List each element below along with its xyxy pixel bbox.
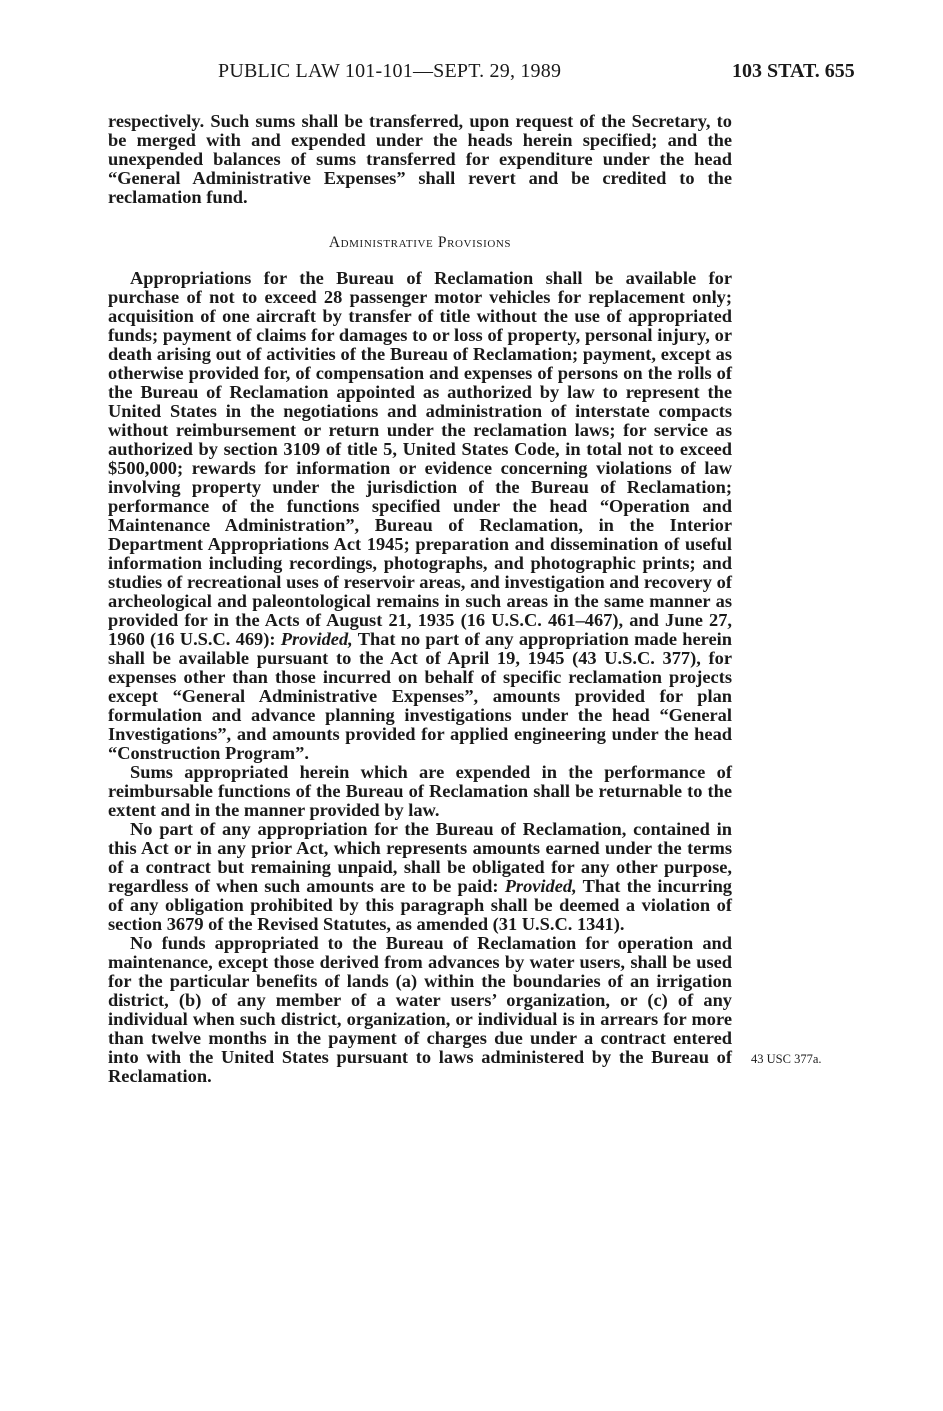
paragraph-text: That no part of any appropriation made herein shall be available pursuant to the Act of April 19, 1945 (43 U.S.C. 377), for expenses other than those incurred on behalf of specific reclamation projects except “General Administrative Expenses”, amounts provided for plan formulation and advance planning investigations under the head “General Investigations”, and amounts provided for applied engineering under the head “Construction Program”. (108, 629, 732, 763)
page-header-stat: 103 STAT. 655 (732, 60, 855, 82)
paragraph-operation-maintenance: No funds appropriated to the Bureau of Reclamation for operation and maintenance, except those derived from advances by water users, shall be used for the particular benefits of lands (a) within the boundaries of an irrigation district, (b) of any member of a water users’ organization, or (c) of any individual when such district, organization, or individual is in arrears for more than twelve months in the payment of charges due under a contract entered into with the United States pursuant to laws administered by the Bureau of Reclamation. (108, 933, 732, 1086)
provided-italic: Provided, (280, 629, 353, 649)
paragraph-continuation: respectively. Such sums shall be transferred, upon request of the Secretary, to be merged with and expended under the heads herein specified; and the unexpended balances of sums transferred for expenditure under the head “General Administrative Expenses” shall revert and be credited to the reclamation fund. (108, 111, 732, 207)
margin-citation: 43 USC 377a. (751, 1052, 822, 1066)
paragraph-text: Appropriations for the Bureau of Reclamation shall be available for purchase of not to exceed 28 passenger motor vehicles for replacement only; acquisition of one aircraft by transfer of title without the use of appropriated funds; payment of claims for damages to or loss of property, personal injury, or death arising out of activities of the Bureau of Reclamation; payment, except as otherwise provided for, of compensation and expenses of persons on the rolls of the Bureau of Reclamation appointed as authorized by law to represent the United States in the negotiations and administration of interstate compacts without reimbursement or return under the reclamation laws; for service as authorized by section 3109 of title 5, United States Code, in total not to exceed $500,000; rewards for information or evidence concerning violations of law involving property under the jurisdiction of the Bureau of Reclamation; performance of the functions specified under the head “Operation and Maintenance Administration”, Bureau of Reclamation, in the Interior Department Appropriations Act 1945; preparation and dissemination of useful information including recordings, photographs, and photographic prints; and studies of recreational uses of reservoir areas, and investigation and recovery of archeological and paleontological remains in such areas in the same manner as provided for in the Acts of August 21, 1935 (16 U.S.C. 461–467), and June 27, 1960 (16 U.S.C. 469): (108, 268, 732, 649)
paragraph-appropriations (108, 269, 732, 763)
provided-italic: Provided, (504, 876, 577, 896)
paragraph-text: That the incurring of any obligation prohibited by this paragraph shall be deemed a violation of section 3679 of the Revised Statutes, as amended (31 U.S.C. 1341). (108, 876, 732, 934)
page-header-title: PUBLIC LAW 101-101—SEPT. 29, 1989 (218, 60, 562, 82)
paragraph-reimbursable: Sums appropriated herein which are expended in the performance of reimbursable functions of the Bureau of Reclamation shall be returnable to the extent and in the manner provided by law. (108, 762, 732, 820)
paragraph-unpaid-amounts (108, 820, 732, 934)
document-body (108, 112, 732, 1086)
paragraph-text: No part of any appropriation for the Bureau of Reclamation, contained in this Act or in any prior Act, which represents amounts earned under the terms of a contract but remaining unpaid, shall be obligated for any other purpose, regardless of when such amounts are to be paid: (108, 819, 732, 896)
section-heading: Administrative Provisions (328, 234, 512, 251)
